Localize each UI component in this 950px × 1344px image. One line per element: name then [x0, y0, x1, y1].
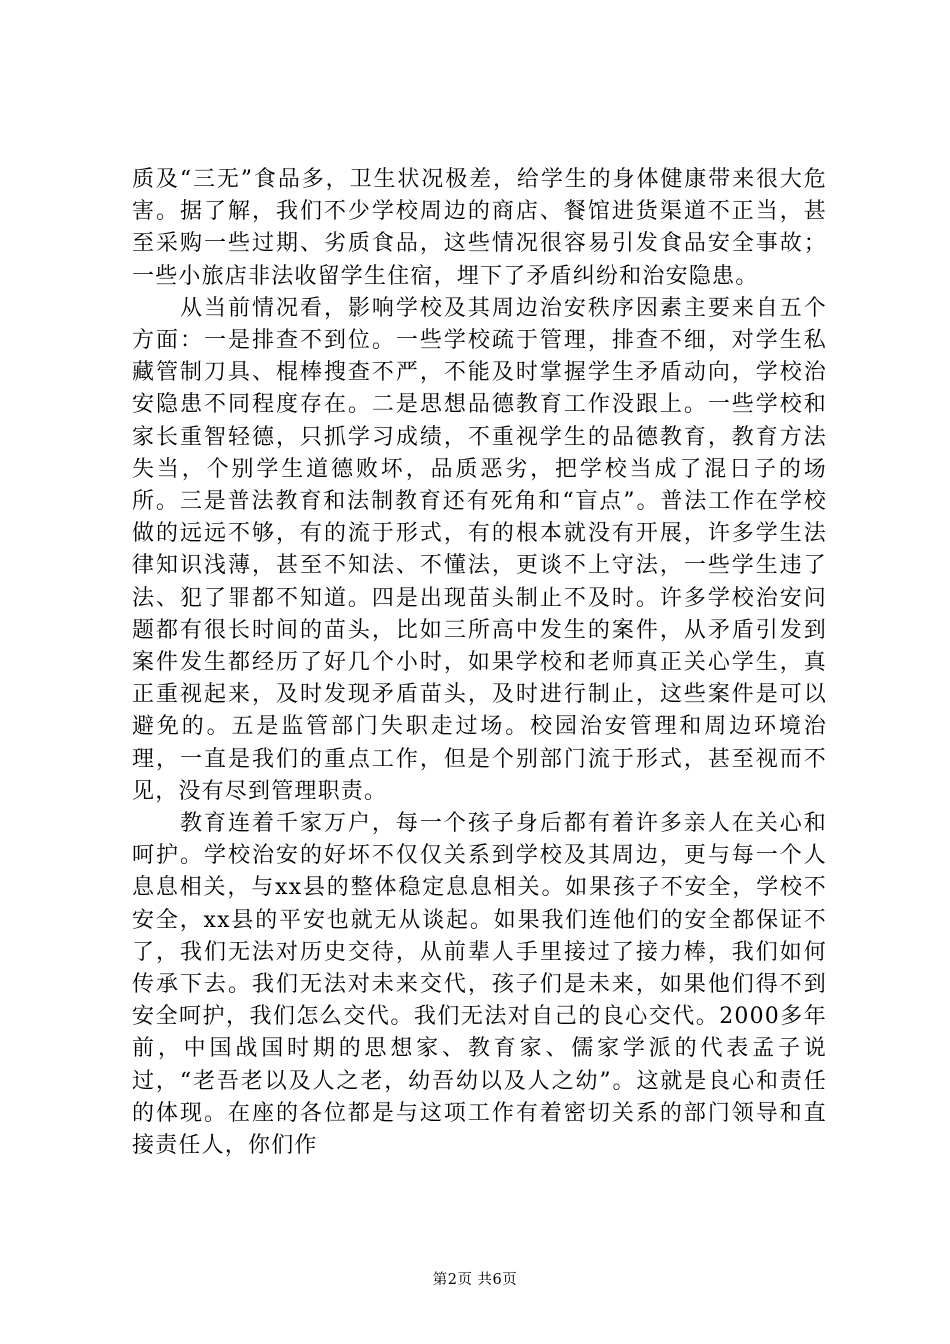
paragraph-continuation: 质及“三无”食品多，卫生状况极差，给学生的身体健康带来很大危害。据了解，我们不少学校周边的商店、餐馆进货渠道不正当，甚至采购一些过期、劣质食品，这些情况很容易引发食品安全事故；一些小旅店非法收留学生住宿，埋下了矛盾纠纷和治安隐患。: [132, 167, 827, 289]
paragraph-responsibility: 教育连着千家万户，每一个孩子身后都有着许多亲人在关心和呵护。学校治安的好坏不仅仅关系到学校及其周边，更与每一个人息息相关，与xx县的整体稳定息息相关。如果孩子不安全，学校不安全，xx县的平安也就无从谈起。如果我们连他们的安全都保证不了，我们无法对历史交待，从前辈人手里接过了接力棒，我们如何传承下去。我们无法对未来交代，孩子们是未来，如果他们得不到安全呵护，我们怎么交代。我们无法对自己的良心交代。2000多年前，中国战国时期的思想家、教育家、儒家学派的代表孟子说过，“老吾老以及人之老，幼吾幼以及人之幼”。这就是良心和责任的体现。在座的各位都是与这项工作有着密切关系的部门领导和直接责任人，你们作: [132, 811, 827, 1159]
paragraph-causes: 从当前情况看，影响学校及其周边治安秩序因素主要来自五个方面：一是排查不到位。一些学校疏于管理，排查不细，对学生私藏管制刀具、棍棒搜查不严，不能及时掌握学生矛盾动向，学校治安隐患不同程度存在。二是思想品德教育工作没跟上。一些学校和家长重智轻德，只抓学习成绩，不重视学生的品德教育，教育方法失当，个别学生道德败坏，品质恶劣，把学校当成了混日子的场所。三是普法教育和法制教育还有死角和“盲点”。普法工作在学校做的远远不够，有的流于形式，有的根本就没有开展，许多学生法律知识浅薄，甚至不知法、不懂法，更谈不上守法，一些学生违了法、犯了罪都不知道。四是出现苗头制止不及时。许多学校治安问题都有很长时间的苗头，比如三所高中发生的案件，从矛盾引发到案件发生都经历了好几个小时，如果学校和老师真正关心学生，真正重视起来，及时发现矛盾苗头，及时进行制止，这些案件是可以避免的。五是监管部门失职走过场。校园治安管理和周边环境治理，一直是我们的重点工作，但是个别部门流于形式，甚至视而不见，没有尽到管理职责。: [132, 295, 827, 804]
page-number-footer: 第2页 共6页: [432, 1272, 518, 1288]
document-body: [132, 164, 827, 1162]
